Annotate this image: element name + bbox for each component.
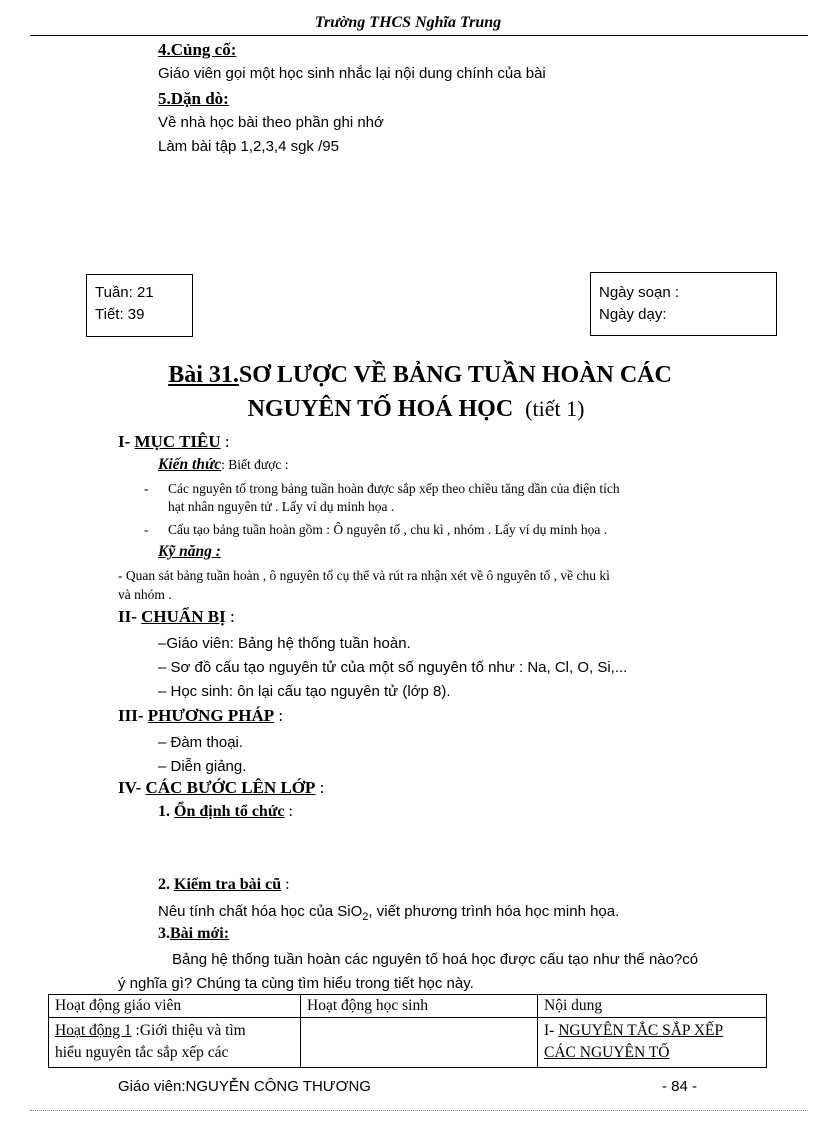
methods-heading: III- PHƯƠNG PHÁP :	[118, 706, 284, 725]
knowledge-row	[158, 456, 288, 474]
step-2-question-b: , viết phương trình hóa học minh họa.	[368, 903, 620, 920]
section-5-line-1: Về nhà học bài theo phần ghi nhớ	[158, 114, 384, 131]
bullet-marker-1: -	[144, 481, 149, 496]
step-2-text: Kiểm tra bài cũ	[174, 876, 282, 893]
footer-teacher: Giáo viên:NGUYỄN CÔNG THƯƠNG	[118, 1078, 371, 1095]
table-header-content: Nội dung	[538, 995, 767, 1018]
knowledge-bullet-2: Cấu tạo bảng tuần hoàn gồm : Ô nguyên tố , chu kì , nhóm . Lấy ví dụ minh họa .	[168, 522, 608, 537]
lesson-title-line-2	[0, 396, 816, 423]
step-3	[158, 925, 229, 943]
skills-line-2: và nhóm .	[118, 587, 172, 602]
step-2-question-sub: 2	[362, 911, 369, 923]
methods-heading-text: PHƯƠNG PHÁP	[147, 706, 275, 725]
row-1-teacher	[49, 1018, 301, 1068]
section-5-line-2: Làm bài tập 1,2,3,4 sgk /95	[158, 138, 339, 155]
step-3-num: 3.	[158, 925, 170, 942]
teach-date-label: Ngày dạy:	[599, 306, 667, 323]
knowledge-bullet-1-line-1: Các nguyên tố trong bảng tuần hoàn được sắp xếp theo chiều tăng dần của điện tích	[168, 481, 620, 496]
footer-page-number: - 84 -	[662, 1078, 698, 1095]
preparation-heading-num: II-	[118, 607, 142, 626]
section-5-title: 5.Dặn dò:	[158, 89, 229, 108]
period-label: Tiết: 39	[95, 306, 145, 323]
step-1-text: Ổn định tổ chức	[174, 803, 285, 820]
table-header-row	[49, 995, 767, 1018]
row-1-content	[538, 1018, 767, 1068]
footer-divider	[30, 1110, 808, 1111]
preparation-heading: II- CHUẨN BỊ :	[118, 607, 235, 626]
lesson-number: Bài 31.	[168, 362, 239, 388]
methods-heading-num: III-	[118, 706, 148, 725]
week-label: Tuần: 21	[95, 284, 154, 301]
lesson-title-part-1: SƠ LƯỢC VỀ BẢNG TUẦN HOÀN CÁC	[238, 362, 672, 388]
intro-line-2: ý nghĩa gì? Chúng ta cùng tìm hiểu trong tiết học này.	[118, 975, 474, 992]
objectives-heading-text: MỤC TIÊU	[134, 432, 221, 451]
step-2-num: 2.	[158, 876, 174, 893]
date-box	[590, 272, 777, 336]
section-4-text: Giáo viên gọi một học sinh nhắc lại nội dung chính của bài	[158, 65, 546, 82]
methods-line-2: – Diễn giảng.	[158, 758, 247, 775]
objectives-heading: I- MỤC TIÊU :	[118, 432, 230, 451]
step-1: 1. Ổn định tổ chức :	[158, 803, 293, 820]
preparation-line-3: – Học sinh: ôn lại cấu tạo nguyên tử (lớp 8).	[158, 683, 451, 700]
step-1-num: 1.	[158, 803, 174, 820]
table-row	[49, 1018, 767, 1068]
preparation-line-2: – Sơ đồ cấu tạo nguyên tử của một số nguyên tố như : Na, Cl, O, Si,...	[158, 659, 628, 676]
activity-table	[48, 994, 767, 1068]
step-3-text: Bài mới:	[170, 925, 230, 942]
skills-line-1: - Quan sát bảng tuần hoàn , ô nguyên tố cụ thể và rút ra nhận xét về ô nguyên tố , về chu kì	[118, 568, 610, 583]
skills-label: Kỹ năng :	[158, 543, 221, 560]
header-divider	[30, 35, 808, 36]
content-num: I-	[544, 1022, 559, 1039]
intro-line-1: Bảng hệ thống tuần hoàn các nguyên tố hoá học được cấu tạo như thế nào?có	[172, 951, 699, 968]
row-1-student	[301, 1018, 538, 1068]
knowledge-bullet-1-line-2: hạt nhân nguyên tử . Lấy ví dụ minh họa .	[168, 499, 395, 514]
section-4-title: 4.Củng cố:	[158, 40, 237, 59]
prep-date-label: Ngày soạn :	[599, 284, 680, 301]
steps-heading-num: IV-	[118, 778, 146, 797]
lesson-title-line-1	[0, 362, 816, 389]
lesson-title-sub: (tiết 1)	[525, 396, 585, 421]
step-2-question	[158, 903, 619, 923]
knowledge-intro: : Biết được :	[221, 457, 289, 472]
step-2: 2. Kiểm tra bài cũ :	[158, 876, 290, 893]
preparation-line-1: –Giáo viên: Bảng hệ thống tuần hoàn.	[158, 635, 411, 652]
steps-heading-text: CÁC BƯỚC LÊN LỚP	[145, 778, 316, 797]
objectives-heading-num: I-	[118, 432, 135, 451]
table-header-teacher: Hoạt động giáo viên	[49, 995, 301, 1018]
week-period-box	[86, 274, 193, 337]
activity-1-text-1: :Giới thiệu và tìm	[131, 1022, 246, 1039]
page-header-title: Trường THCS Nghĩa Trung	[314, 14, 502, 31]
lesson-title-part-2: NGUYÊN TỐ HOÁ HỌC	[247, 396, 514, 422]
bullet-marker-2: -	[144, 522, 149, 537]
activity-1-label: Hoạt động 1	[55, 1022, 132, 1039]
steps-heading: IV- CÁC BƯỚC LÊN LỚP :	[118, 778, 325, 797]
preparation-heading-text: CHUẨN BỊ	[141, 607, 226, 626]
step-2-question-a: Nêu tính chất hóa học của SiO	[158, 903, 363, 920]
knowledge-label: Kiến thức	[158, 456, 222, 473]
content-line-1: NGUYÊN TẮC SẮP XẾP	[558, 1022, 724, 1039]
content-line-2: CÁC NGUYÊN TỐ	[544, 1044, 670, 1061]
activity-1-text-2: hiểu nguyên tắc sắp xếp các	[55, 1044, 229, 1061]
methods-line-1: – Đàm thoại.	[158, 734, 244, 751]
table-header-student: Hoạt động học sinh	[301, 995, 538, 1018]
